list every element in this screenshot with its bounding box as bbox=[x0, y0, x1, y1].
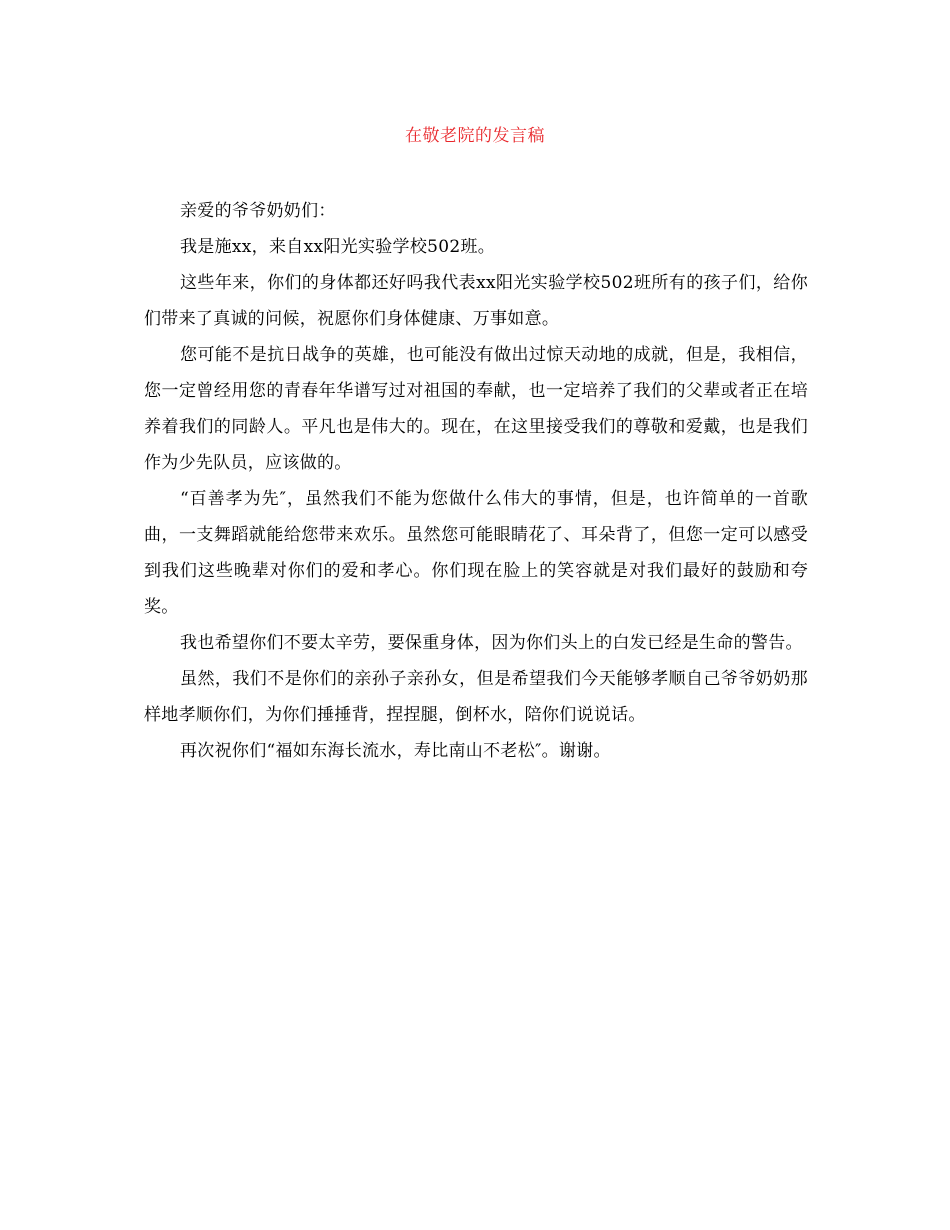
paragraph-regards: 这些年来，你们的身体都还好吗我代表xx阳光实验学校502班所有的孩子们，给你们带来了真诚的问候，祝愿你们身体健康、万事如意。 bbox=[144, 273, 808, 329]
document-body bbox=[144, 193, 808, 769]
paragraph-tribute: 您可能不是抗日战争的英雄，也可能没有做出过惊天动地的成就，但是，我相信，您一定曾经用您的青春年华谱写过对祖国的奉献，也一定培养了我们的父辈或者正在培养着我们的同龄人。平凡也是伟大的。现在，在这里接受我们的尊敬和爱戴，也是我们作为少先队员，应该做的。 bbox=[144, 345, 808, 473]
paragraph-introduction: 我是施xx，来自xx阳光实验学校502班。 bbox=[180, 237, 496, 257]
paragraph-care: 虽然，我们不是你们的亲孙子亲孙女，但是希望我们今天能够孝顺自己爷爷奶奶那样地孝顺你们，为你们捶捶背，捏捏腿，倒杯水，陪你们说说话。 bbox=[144, 669, 808, 725]
paragraph-greeting: 亲爱的爷爷奶奶们： bbox=[180, 201, 336, 221]
paragraph-closing: 再次祝你们“福如东海长流水，寿比南山不老松″。谢谢。 bbox=[180, 741, 611, 761]
paragraph-filial-piety: “百善孝为先″，虽然我们不能为您做什么伟大的事情，但是，也许简单的一首歌曲，一支舞蹈就能给您带来欢乐。虽然您可能眼睛花了、耳朵背了，但您一定可以感受到我们这些晚辈对你们的爱和孝心。你们现在脸上的笑容就是对我们最好的鼓励和夸奖。 bbox=[144, 489, 808, 617]
paragraph-wish-health: 我也希望你们不要太辛劳，要保重身体，因为你们头上的白发已经是生命的警告。 bbox=[180, 633, 803, 653]
document-title: 在敬老院的发言稿 bbox=[405, 126, 545, 146]
